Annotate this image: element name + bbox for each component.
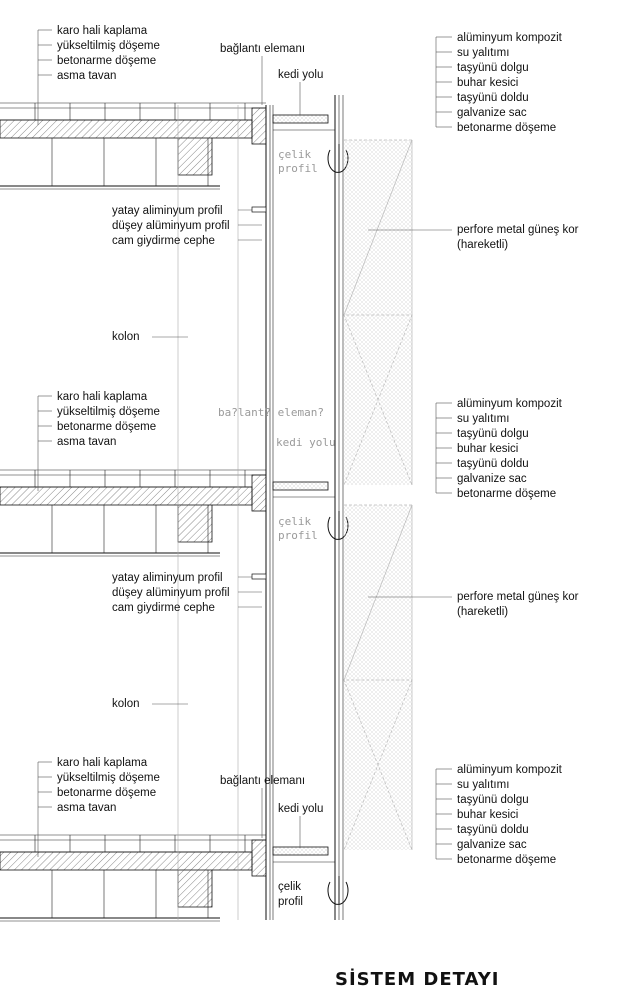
floor-layer-label: betonarme döşeme: [57, 421, 157, 433]
floor-slab-1: [0, 103, 348, 189]
roof-layer-label: taşyünü doldu: [457, 92, 529, 104]
sunshade-label-1a: perfore metal güneş kor: [457, 224, 579, 236]
steel-profile-sketch-2b: profil: [278, 529, 318, 542]
catwalk-label-1: kedi yolu: [278, 69, 324, 81]
column-labels: [112, 331, 188, 710]
roof-layer-label: su yalıtımı: [457, 413, 510, 425]
perforated-sunshade: [344, 140, 412, 850]
roof-layer-label: su yalıtımı: [457, 779, 510, 791]
roof-layer-label: alüminyum kompozit: [457, 398, 562, 410]
floor-layer-label: karo hali kaplama: [57, 25, 148, 37]
facade-label: düşey alüminyum profil: [112, 220, 230, 232]
facade-label: cam giydirme cephe: [112, 235, 215, 247]
steel-profile-label-3a: çelik: [278, 881, 302, 893]
facade-label: cam giydirme cephe: [112, 602, 215, 614]
floor-layer-label: karo hali kaplama: [57, 757, 148, 769]
sunshade-label-2a: perfore metal güneş kor: [457, 591, 579, 603]
floor-layer-label: betonarme döşeme: [57, 55, 157, 67]
catwalk-label-3: kedi yolu: [278, 803, 324, 815]
floor-layer-label: yükseltilmiş döşeme: [57, 772, 160, 784]
roof-layer-label: betonarme döşeme: [457, 122, 557, 134]
roof-layer-label: buhar kesici: [457, 443, 519, 455]
connection-element-label-3: bağlantı elemanı: [220, 775, 306, 787]
roof-layer-label: alüminyum kompozit: [457, 32, 562, 44]
floor-layer-label: yükseltilmiş döşeme: [57, 40, 160, 52]
connection-labels: [218, 43, 336, 908]
roof-layer-label: su yalıtımı: [457, 47, 510, 59]
steel-profile-sketch-1b: profil: [278, 162, 318, 175]
roof-layer-label: buhar kesici: [457, 809, 519, 821]
roof-layer-label: taşyünü doldu: [457, 824, 529, 836]
facade-label: yatay aliminyum profil: [112, 205, 223, 217]
steel-profile-sketch-1a: çelik: [278, 148, 312, 161]
roof-layer-label: galvanize sac: [457, 839, 527, 851]
floor-slab-2: [0, 470, 348, 556]
facade-label: düşey alüminyum profil: [112, 587, 230, 599]
roof-layer-label: buhar kesici: [457, 77, 519, 89]
column-label-2: kolon: [112, 698, 140, 710]
roof-layer-label: alüminyum kompozit: [457, 764, 562, 776]
facade-label: yatay aliminyum profil: [112, 572, 223, 584]
column-label-1: kolon: [112, 331, 140, 343]
roof-layer-labels: [436, 32, 563, 866]
sunshade-label-1b: (hareketli): [457, 239, 509, 251]
connection-element-label-1: bağlantı elemanı: [220, 43, 306, 55]
steel-profile-label-3b: profil: [278, 896, 303, 908]
roof-layer-label: taşyünü dolgu: [457, 794, 529, 806]
floor-layer-label: karo hali kaplama: [57, 391, 148, 403]
roof-layer-label: galvanize sac: [457, 107, 527, 119]
steel-profile-sketch-2a: çelik: [278, 515, 312, 528]
drawing-title: SİSTEM DETAYI: [335, 969, 500, 990]
connection-element-sketch: ba?lant? eleman?: [218, 406, 324, 419]
floor-slab-3: [0, 835, 348, 921]
sunshade-label-2b: (hareketli): [457, 606, 509, 618]
floor-layer-label: asma tavan: [57, 802, 117, 814]
roof-layer-label: taşyünü dolgu: [457, 428, 529, 440]
roof-layer-label: taşyünü doldu: [457, 458, 529, 470]
roof-layer-label: taşyünü dolgu: [457, 62, 529, 74]
floor-layer-label: yükseltilmiş döşeme: [57, 406, 160, 418]
floor-layer-label: betonarme döşeme: [57, 787, 157, 799]
roof-layer-label: galvanize sac: [457, 473, 527, 485]
floor-layer-label: asma tavan: [57, 436, 117, 448]
roof-layer-label: betonarme döşeme: [457, 488, 557, 500]
roof-layer-label: betonarme döşeme: [457, 854, 557, 866]
floor-layer-labels: [38, 25, 160, 857]
catwalk-sketch: kedi yolu: [276, 436, 336, 449]
floor-layer-label: asma tavan: [57, 70, 117, 82]
